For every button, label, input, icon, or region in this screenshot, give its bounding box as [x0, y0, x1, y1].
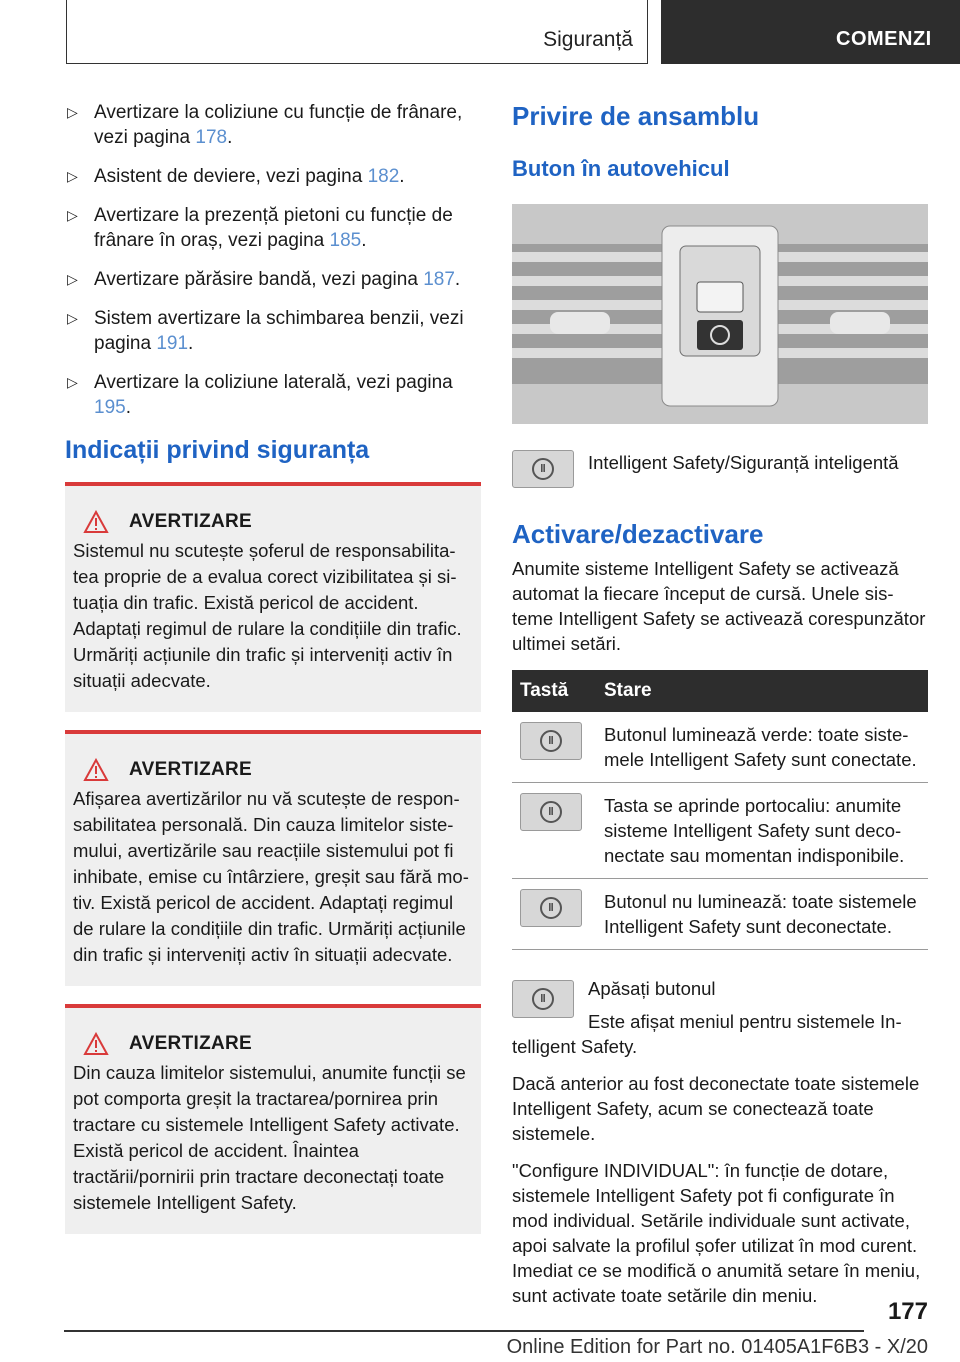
intelligent-safety-button-icon: ǁ — [520, 722, 582, 760]
header-section-title: Siguranță — [543, 28, 633, 51]
press-label: Apăsați butonul — [588, 978, 716, 999]
table-header-key: Tastă — [512, 670, 596, 712]
warning-title: AVERTIZARE — [129, 511, 252, 532]
page-link[interactable]: 187 — [423, 269, 455, 290]
table-row — [512, 879, 928, 950]
table-row — [512, 712, 928, 783]
related-systems-list — [65, 100, 481, 420]
intelligent-safety-button-icon: ǁ — [512, 450, 574, 488]
list-item: ▷ Avertizare părăsire bandă, vezi pagina 187. — [67, 269, 461, 290]
list-item: ▷ Sistem avertizare la schimbarea benzii, vezi pagina 191. — [67, 308, 464, 354]
triangle-bullet-icon: ▷ — [67, 374, 78, 390]
button-caption: Intelligent Safety/Siguranță inteligentă — [588, 452, 899, 473]
page-link[interactable]: 182 — [367, 166, 400, 187]
header-chapter-title: COMENZI — [836, 28, 932, 50]
warning-title: AVERTIZARE — [129, 759, 252, 780]
footer-edition: Online Edition for Part no. 01405A1F6B3 - X/20 — [506, 1336, 928, 1358]
footer-divider — [64, 1330, 864, 1332]
header-chapter-tab — [661, 0, 960, 64]
table-row — [512, 783, 928, 879]
list-item: ▷ Avertizare la prezență pietoni cu funcție de frânare în oraș, vezi pagina 185. — [67, 205, 453, 251]
left-column — [65, 100, 481, 1234]
activation-title: Activare/dezactivare — [512, 519, 764, 549]
safety-heading: Indicații privind siguranța — [65, 436, 370, 464]
list-item: ▷ Avertizare la coliziune cu funcție de frânare, vezi pagina 178. — [67, 102, 463, 148]
warning-box — [65, 482, 481, 712]
warning-box — [65, 730, 481, 986]
warning-text: Sistemul nu scutește șoferul de responsabilitatea proprie de a evalua corect vizibilitatea și situația din trafic. Există pericol de accident. Adaptați regimul de rulare la condițiile din trafic. Urmăriți acțiunile din trafic și interveniți activ în situații adecvate. — [73, 540, 462, 691]
right-column — [512, 100, 928, 1320]
overview-title: Privire de ansamblu — [512, 101, 760, 131]
console-button-photo — [512, 204, 928, 424]
table-header-state: Stare — [596, 670, 928, 712]
warning-text: Din cauza limitelor sistemului, anumite funcții se pot comporta greșit la tractarea/pornirea prin tractare cu sistemele Intelligent Safety activate. Există pericol de accident. Înaintea tractării/pornirii prin tractare deconectați toate sistemele Intelligent Safety. — [73, 1062, 466, 1213]
activation-intro: Anumite sisteme Intelligent Safety se activează automat la fiecare început de cursă. Unele sisteme Intelligent Safety se activează corespunzător ultimei setări. — [512, 558, 926, 654]
list-item: ▷ Avertizare la coliziune laterală, vezi pagina 195. — [67, 372, 453, 418]
air-vent-illustration — [512, 204, 928, 424]
page-link[interactable]: 178 — [195, 127, 228, 148]
warning-box — [65, 1004, 481, 1234]
button-state-table — [512, 670, 928, 950]
triangle-bullet-icon: ▷ — [67, 104, 78, 120]
warning-triangle-icon — [83, 758, 109, 782]
intelligent-safety-button-icon: ǁ — [520, 793, 582, 831]
triangle-bullet-icon: ▷ — [67, 207, 78, 223]
warning-triangle-icon — [83, 1032, 109, 1056]
page-number: 177 — [887, 1298, 928, 1325]
press-instruction — [512, 976, 928, 1059]
button-legend — [512, 446, 928, 488]
warning-text: Afișarea avertizărilor nu vă scutește de responsabilitatea personală. Din cauza limitelor sistemului, avertizările sau reacțiile sistemului pot fi inhibate, emise cu întârziere, greșit sau fără motiv. Există pericol de accident. Adaptați regimul de rulare la condițiile din trafic. Urmăriți acțiunile din trafic și interveniți activ în situații adecvate. — [73, 788, 469, 965]
triangle-bullet-icon: ▷ — [67, 310, 78, 326]
warning-title: AVERTIZARE — [129, 1033, 252, 1054]
header-section-box — [66, 0, 648, 64]
page-link[interactable]: 191 — [156, 333, 189, 354]
triangle-bullet-icon: ▷ — [67, 271, 78, 287]
state-description: Tasta se aprinde portocaliu: anumite sisteme Intelligent Safety sunt deconectate sau momentan indisponibile. — [596, 783, 928, 879]
page-link[interactable]: 185 — [329, 230, 362, 251]
triangle-bullet-icon: ▷ — [67, 168, 78, 184]
page-link[interactable]: 195 — [94, 397, 126, 418]
intelligent-safety-button-icon: ǁ — [512, 980, 574, 1018]
activation-para-1: Dacă anterior au fost deconectate toate sistemele Intelligent Safety, acum se conectează toate sistemele. — [512, 1073, 920, 1144]
press-result: Este afișat meniul pentru sistemele Intelligent Safety. — [512, 1011, 902, 1057]
intelligent-safety-button-icon: ǁ — [520, 889, 582, 927]
state-description: Butonul luminează verde: toate sistemele Intelligent Safety sunt conectate. — [596, 712, 928, 783]
list-item: ▷ Asistent de deviere, vezi pagina 182. — [67, 166, 405, 187]
overview-subtitle: Buton în autovehicul — [512, 156, 730, 181]
warning-triangle-icon — [83, 510, 109, 534]
activation-para-2: "Configure INDIVIDUAL": în funcție de dotare, sistemele Intelligent Safety pot fi configurate în mod individual. Setările individuale sunt activate, apoi salvate la profilul șofer utilizat în mod curent. Imediat ce se modifică o anumită setare în meniu, sunt activate toate setările din meniu. — [512, 1160, 921, 1306]
state-description: Butonul nu luminează: toate sistemele Intelligent Safety sunt deconectate. — [596, 879, 928, 950]
